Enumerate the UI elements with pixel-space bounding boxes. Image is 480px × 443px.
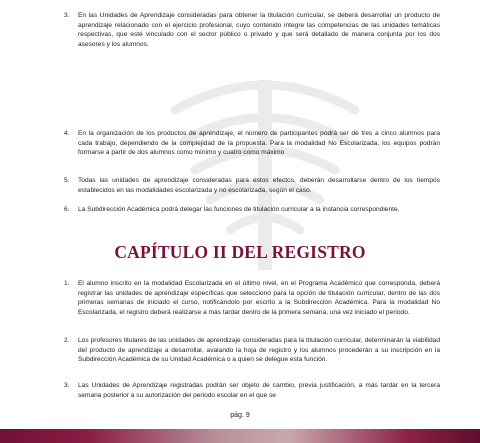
item-number: 5.: [64, 177, 70, 184]
list-item: [64, 205, 440, 215]
list-item: [64, 381, 440, 400]
list-item: [64, 129, 440, 158]
item-number: 4.: [64, 130, 70, 137]
chapter-title: CAPÍTULO II DEL REGISTRO: [114, 242, 366, 262]
item-number: 3.: [64, 382, 70, 389]
item-text: En la organización de los productos de aprendizaje, el número de participantes podrá ser de tres a cinco alumnos para cada trabajo, dependiendo de la complejidad de la propuesta. Para la modalidad No Escolarizada, los equipos podrán formarse a partir de dos alumnos como mínimo y cuatro como máximo: [78, 130, 440, 157]
list-item: [64, 11, 440, 49]
item-text: Las Unidades de Aprendizaje registradas podrán ser objeto de cambio, previa justificación, a más tardar en la tercera semana posterior a su autorización del periodo escolar en el que se: [78, 382, 440, 399]
list-item: [64, 336, 440, 365]
item-number: 1.: [64, 280, 70, 287]
item-number: 2.: [64, 337, 70, 344]
item-number: 3.: [64, 12, 70, 19]
list-item: [64, 176, 440, 195]
item-text: En las Unidades de Aprendizaje consideradas para obtener la titulación curricular, se deberá desarrollar un producto de aprendizaje relacionado con el ejercicio profesional, cuyo contenido integre las competencias de las unidades temáticas respectivas, que esté vinculado con el sector público o privado y que será detallado de manera conjunta por los dos asesores y los alumnos.: [78, 12, 440, 48]
item-text: Todas las unidades de aprendizaje consideradas para estos efectos, deberán desarrollarse dentro de los tiempos establecidos en las modalidades escolarizada y no escolarizada, según el caso.: [78, 177, 440, 194]
item-text: El alumno inscrito en la modalidad Escolarizada en el último nivel, en el Programa Académico que corresponda, deberá registrar las unidades de aprendizaje específicas que seleccionó para la opción de titulación curricular, dentro de las dos primeras semanas de iniciado el curso, notificándolo por escrito a la Subdirección Académica. Para la modalidad No Escolarizada, el registro deberá realizarse a más tardar dentro de la primera semana, una vez iniciado el periodo.: [78, 280, 440, 316]
item-number: 6.: [64, 206, 70, 213]
list-item: [64, 279, 440, 317]
footer-band: [0, 429, 480, 443]
item-text: Los profesores titulares de las unidades de aprendizaje consideradas para la titulación curricular, determinarán la viabilidad del producto de aprendizaje a desarrollar, avalando la hoja de registro y los alumnos procederán a su inscripción en la Subdirección Académica de su Unidad Académica o a quien se delegue esta función.: [78, 337, 440, 364]
page-number: pág. 9: [230, 412, 250, 419]
item-text: La Subdirección Académica podrá delegar las funciones de titulación curricular a la instancia correspondiente.: [78, 206, 400, 213]
